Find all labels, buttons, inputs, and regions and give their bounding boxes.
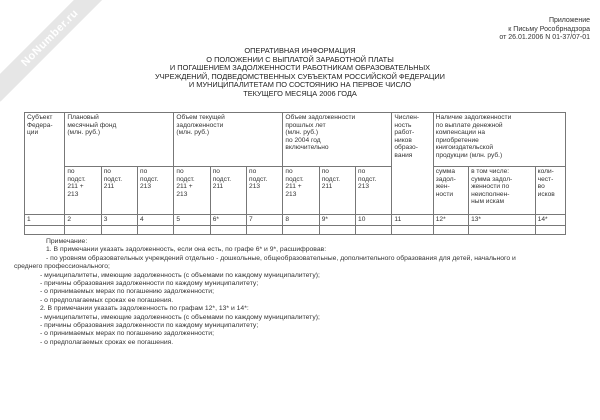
cell-line: подст. — [358, 175, 377, 183]
note-item: 2. В примечании указать задолженность по графам 12*, 13* и 14*: — [40, 305, 249, 313]
sub-211 — [101, 167, 137, 215]
cell-line: Объем текущей — [176, 114, 225, 121]
empty-cell[interactable] — [283, 225, 319, 234]
cell-line: Субъект — [27, 114, 53, 121]
notes-section — [14, 238, 594, 347]
appendix-line: к Письму Рособрнадзора — [508, 25, 590, 33]
title-line: И МУНИЦИПАЛИТЕТАМ ПО СОСТОЯНИЮ НА ПЕРВОЕ ЧИСЛО — [188, 80, 412, 89]
document-title — [0, 47, 600, 98]
empty-cell[interactable] — [138, 225, 174, 234]
empty-cell[interactable] — [535, 225, 565, 234]
cell-line: ность — [394, 121, 412, 129]
note-item: среднего профессионального; — [14, 263, 110, 271]
empty-cell[interactable] — [210, 225, 246, 234]
cell-line: по — [285, 168, 293, 175]
cell-line: подст. — [249, 175, 268, 183]
column-number: 5 — [174, 215, 210, 226]
cell-line: ции — [27, 129, 39, 137]
column-number: 2 — [65, 215, 101, 226]
cell-line: 211 + — [285, 183, 302, 191]
cell-line: по — [103, 168, 111, 175]
cell-line: (млн. руб.) — [176, 129, 210, 137]
note-item: - по уровням образовательных учреждений отдельно - дошкольные, общеобразовательные, дополнительного образования для детей, начального и — [46, 254, 516, 262]
cell-line: коли- — [537, 168, 554, 175]
cell-line: по — [321, 168, 329, 175]
header-staff-count — [392, 113, 433, 215]
header-current-debt — [174, 113, 283, 167]
column-number: 13* — [469, 215, 536, 226]
cell-line: исков — [537, 190, 555, 198]
cell-line: по — [140, 168, 148, 175]
sub-213 — [356, 167, 392, 215]
note-item: - о предполагаемых сроках ее погашения. — [40, 338, 174, 346]
cell-line: (млн. руб.) — [285, 129, 319, 137]
column-number: 6* — [210, 215, 246, 226]
cell-line: по — [249, 168, 257, 175]
cell-line: 211 — [321, 183, 333, 191]
sub-211 — [210, 167, 246, 215]
sub-debt-sum — [433, 167, 468, 215]
column-number: 10 — [356, 215, 392, 226]
empty-cell[interactable] — [247, 225, 283, 234]
cell-line: компенсации на — [435, 129, 486, 137]
empty-cell[interactable] — [469, 225, 536, 234]
empty-cell[interactable] — [356, 225, 392, 234]
cell-line: по — [358, 168, 366, 175]
cell-line: чест- — [537, 175, 554, 183]
cell-line: 211 — [103, 183, 115, 191]
watermark-ribbon: NoNumber.ru — [0, 0, 114, 102]
cell-line: вания — [394, 151, 413, 159]
column-number: 8 — [283, 215, 319, 226]
header-compensation-debt — [433, 113, 565, 167]
sub-211-213 — [174, 167, 210, 215]
sub-213 — [247, 167, 283, 215]
cell-line: во — [537, 183, 545, 191]
cell-line: 213 — [140, 183, 152, 191]
note-item: - о принимаемых мерах по погашению задолженности; — [40, 288, 214, 296]
empty-cell[interactable] — [319, 225, 355, 234]
empty-cell[interactable] — [392, 225, 433, 234]
appendix-line: от 26.01.2006 N 01-37/07-01 — [499, 34, 590, 41]
note-item: - муниципалитеты, имеющие задолженность (с объемами по каждому муниципалитету); — [40, 313, 320, 321]
cell-line: по 2004 год — [285, 136, 321, 144]
cell-line: Плановый — [67, 114, 99, 121]
cell-line: прошлых лет — [285, 121, 326, 129]
column-number: 7 — [247, 215, 283, 226]
cell-line: подст. — [285, 175, 304, 183]
column-numbers-row — [25, 215, 566, 226]
title-line: О ПОЛОЖЕНИИ С ВЫПЛАТОЙ ЗАРАБОТНОЙ ПЛАТЫ — [206, 54, 394, 64]
cell-line: Федера- — [27, 121, 53, 129]
title-line: ТЕКУЩЕГО МЕСЯЦА 2006 ГОДА — [243, 88, 357, 98]
title-line: УЧРЕЖДЕНИЙ, ПОДВЕДОМСТВЕННЫХ СУБЪЕКТАМ РОССИЙСКОЙ ФЕДЕРАЦИИ — [155, 71, 445, 81]
empty-cell[interactable] — [174, 225, 210, 234]
empty-data-row — [25, 225, 566, 234]
title-line: ОПЕРАТИВНАЯ ИНФОРМАЦИЯ — [244, 46, 356, 55]
cell-line: Объем задолженности — [285, 114, 356, 121]
sub-unfulfilled-claims — [469, 167, 536, 215]
cell-line: неисполнен- — [471, 190, 510, 198]
cell-line: ников — [394, 136, 412, 144]
note-item: - причины образования задолженности по каждому муниципалитету; — [40, 280, 259, 288]
cell-line: включительно — [285, 144, 329, 152]
cell-line: ности — [435, 190, 454, 198]
notes-heading: Примечание: — [46, 238, 88, 245]
cell-line: 213 — [285, 190, 297, 198]
cell-line: задолженности — [176, 121, 224, 129]
sub-211-213 — [65, 167, 101, 215]
report-table — [24, 112, 566, 235]
column-number: 12* — [433, 215, 468, 226]
note-item: 1. В примечании указать задолженность, если она есть, по графе 6* и 9*, расшифровав: — [46, 246, 327, 254]
cell-line: Числен- — [394, 114, 420, 121]
cell-line: Наличие задолженности — [435, 114, 512, 121]
sub-213 — [138, 167, 174, 215]
column-number: 14* — [535, 215, 565, 226]
cell-line: в том числе: — [471, 168, 510, 175]
cell-line: жен- — [435, 183, 450, 191]
cell-line: образо- — [394, 144, 418, 152]
cell-line: по выплате денежной — [435, 121, 503, 129]
empty-cell[interactable] — [433, 225, 468, 234]
sub-claims-count — [535, 167, 565, 215]
cell-line: подст. — [67, 175, 86, 183]
cell-line: месячный фонд — [67, 121, 117, 129]
column-number: 11 — [392, 215, 433, 226]
cell-line: 213 — [67, 190, 79, 198]
cell-line: книгоиздательской — [435, 144, 494, 152]
column-number: 1 — [25, 215, 65, 226]
cell-line: подст. — [140, 175, 159, 183]
cell-line: 211 — [212, 183, 224, 191]
header-subject — [25, 113, 65, 215]
cell-line: (млн. руб.) — [67, 129, 101, 137]
appendix-note — [499, 17, 590, 43]
appendix-line: Приложение — [548, 17, 590, 24]
cell-line: сумма — [435, 168, 456, 175]
empty-cell[interactable] — [25, 225, 65, 234]
cell-line: продукции (млн. руб.) — [435, 151, 503, 159]
cell-line: подст. — [212, 175, 232, 183]
cell-line: женности по — [471, 183, 510, 191]
header-plan-fund — [65, 113, 174, 167]
column-number: 4 — [138, 215, 174, 226]
note-item: - о предполагаемых сроках ее погашения. — [40, 296, 174, 304]
cell-line: по — [176, 168, 184, 175]
cell-line: ным искам — [471, 198, 505, 206]
header-past-debt — [283, 113, 392, 167]
empty-cell[interactable] — [101, 225, 137, 234]
cell-line: подст. — [321, 175, 341, 183]
cell-line: сумма задол- — [471, 175, 513, 183]
title-line: И ПОГАШЕНИЕМ ЗАДОЛЖЕННОСТИ РАБОТНИКАМ ОБРАЗОВАТЕЛЬНЫХ — [169, 63, 431, 72]
column-number: 9* — [319, 215, 355, 226]
note-item: - муниципалитеты, имеющие задолженность (с объемами по каждому муниципалитету); — [40, 271, 320, 279]
cell-line: 213 — [176, 190, 188, 198]
column-number: 3 — [101, 215, 137, 226]
cell-line: задол- — [435, 175, 456, 183]
cell-line: работ- — [394, 129, 415, 137]
cell-line: 211 + — [176, 183, 193, 191]
cell-line: приобретение — [435, 136, 479, 144]
note-item: - причины образования задолженности по каждому муниципалитету; — [40, 322, 259, 330]
cell-line: 213 — [249, 183, 261, 191]
note-item: - о принимаемых мерах по погашению задолженности; — [40, 330, 214, 338]
cell-line: подст. — [176, 175, 195, 183]
sub-211-213 — [283, 167, 319, 215]
cell-line: 211 + — [67, 183, 84, 191]
cell-line: подст. — [103, 175, 123, 183]
cell-line: по — [212, 168, 220, 175]
cell-line: 213 — [358, 183, 370, 191]
sub-211 — [319, 167, 355, 215]
cell-line: по — [67, 168, 75, 175]
empty-cell[interactable] — [65, 225, 101, 234]
